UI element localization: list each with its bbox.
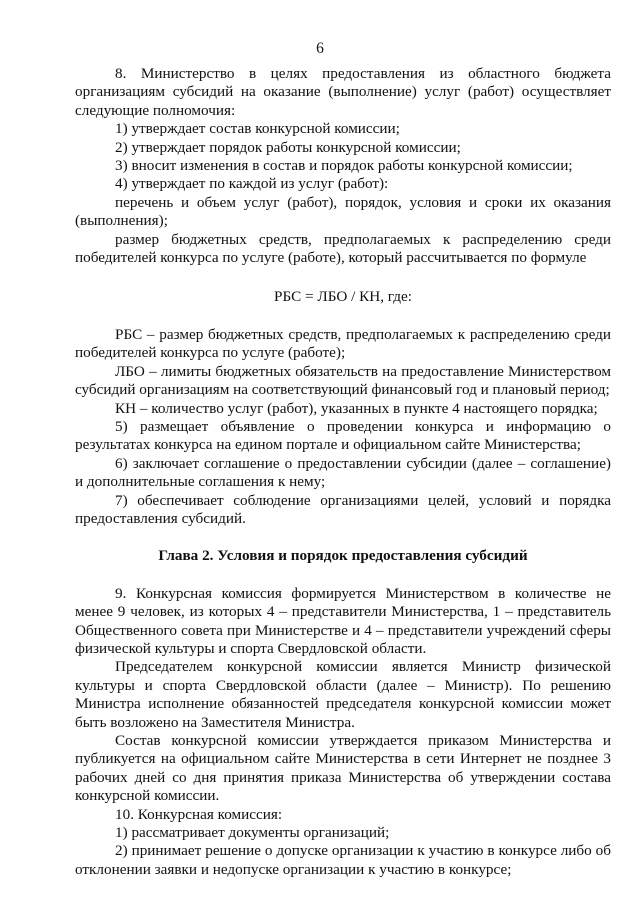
definition-kn: КН – количество услуг (работ), указанных в пункте 4 настоящего порядка; xyxy=(115,399,598,417)
item-6: 6) заключает соглашение о предоставлении субсидии (далее – соглашение) и дополнительные соглашения к нему; xyxy=(75,454,611,491)
paragraph-8: 8. Министерство в целях предоставления из областного бюджета организациям субсидий на оказание (выполнение) услуг (работ) осуществляет следующие полномочия: xyxy=(75,65,611,119)
chapter-heading: Глава 2. Условия и порядок предоставления субсидий xyxy=(158,547,528,565)
item-4: 4) утверждает по каждой из услуг (работ): xyxy=(115,175,389,193)
item-7: 7) обеспечивает соблюдение организациями целей, условий и порядка предоставления субсидий. xyxy=(75,491,611,527)
definition-lbo: ЛБО – лимиты бюджетных обязательств на предоставление Министерством субсидий организациям на соответствующий финансовый год и плановый период; xyxy=(75,362,611,399)
item-4-budget: размер бюджетных средств, предполагаемых к распределению среди победителей конкурса по услуге (работе), который рассчитывается по формуле xyxy=(75,230,611,267)
item-5: 5) размещает объявление о проведении конкурса и информацию о результатах конкурса на едином портале и официальном сайте Министерства; xyxy=(75,417,611,454)
item-3: 3) вносит изменения в состав и порядок работы конкурсной комиссии; xyxy=(115,157,573,175)
item-4-list: перечень и объем услуг (работ), порядок, условия и сроки их оказания (выполнения); xyxy=(75,193,611,230)
paragraph-10: 10. Конкурсная комиссия: xyxy=(115,805,283,823)
paragraph-10-item-2: 2) принимает решение о допуске организации к участию в конкурсе либо об отклонении заявки и недопуске организации к участию в конкурсе; xyxy=(75,842,611,878)
item-1: 1) утверждает состав конкурсной комиссии; xyxy=(115,120,400,138)
document-body xyxy=(75,65,611,879)
paragraph-10-item-1: 1) рассматривает документы организаций; xyxy=(115,824,390,842)
formula: РБС = ЛБО / КН, где: xyxy=(274,288,412,306)
paragraph-9: 9. Конкурсная комиссия формируется Министерством в количестве не менее 9 человек, из которых 4 – представители Министерства, 1 – представитель Общественного совета при Министерстве и 4 – представители учреждений сферы физической культуры и спорта Свердловской области. xyxy=(75,584,611,657)
definition-rbs: РБС – размер бюджетных средств, предполагаемых к распределению среди победителей конкурса по услуге (работе); xyxy=(75,325,611,362)
item-2: 2) утверждает порядок работы конкурсной комиссии; xyxy=(115,138,461,156)
page-number: 6 xyxy=(316,40,324,57)
paragraph-9-chair: Председателем конкурсной комиссии является Министр физической культуры и спорта Свердловской области (далее – Министр). По решению Министра исполнение обязанностей председателя конкурсной комиссии может быть возложено на Заместителя Министра. xyxy=(75,658,611,731)
paragraph-9-composition: Состав конкурсной комиссии утверждается приказом Министерства и публикуется на официальном сайте Министерства в сети Интернет не позднее 3 рабочих дней со дня принятия приказа Министерства об утверждении состава конкурсной комиссии. xyxy=(75,732,611,805)
